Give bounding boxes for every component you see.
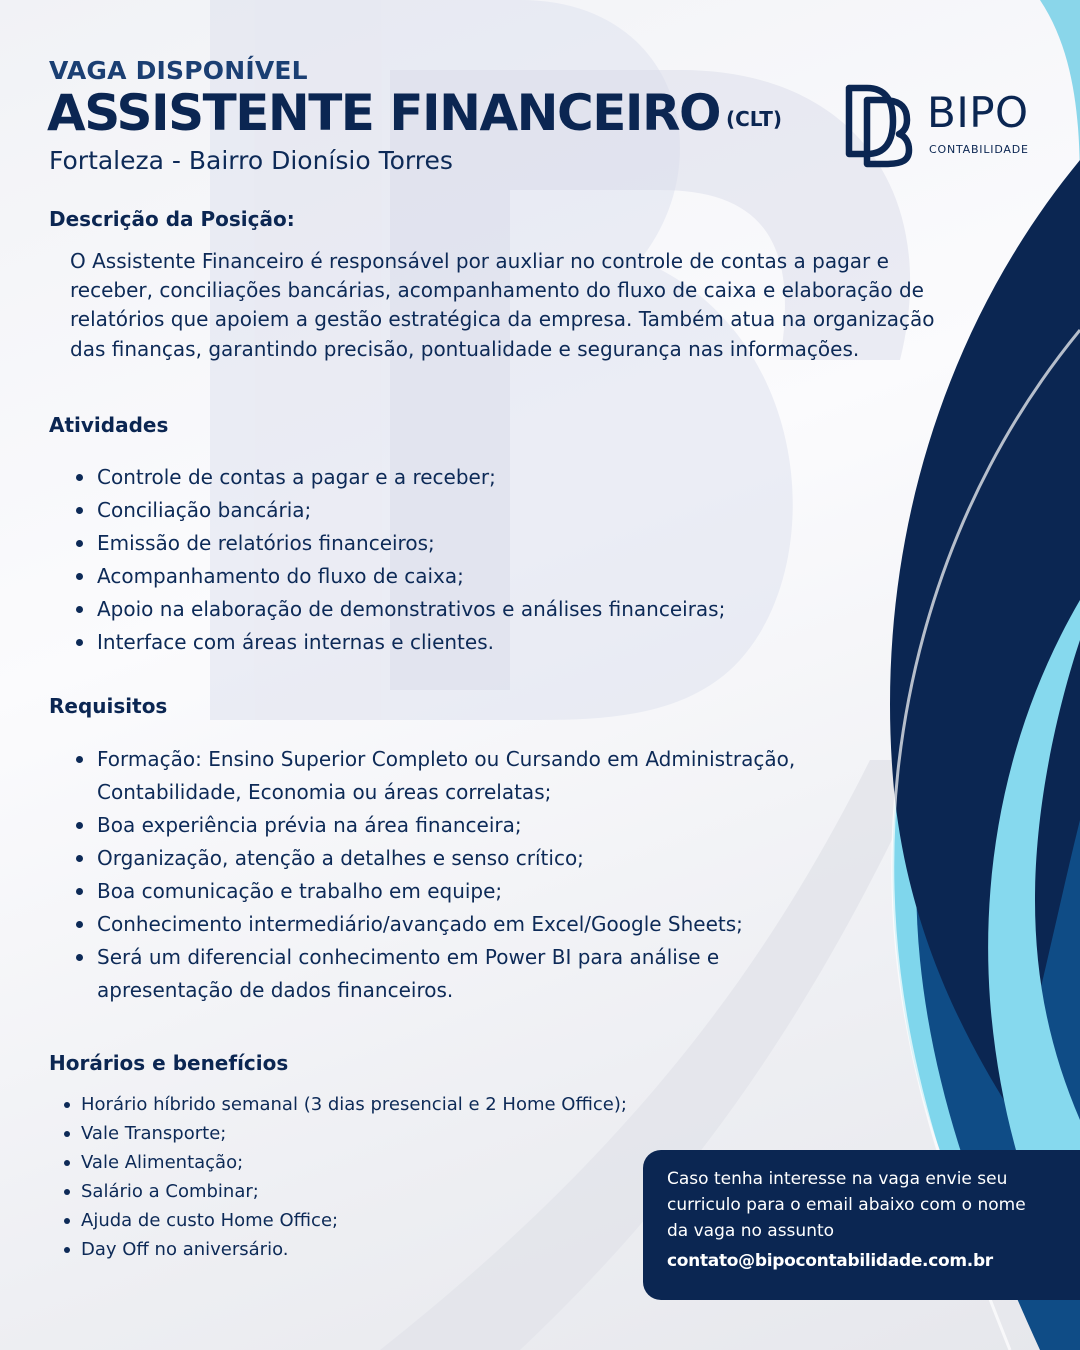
company-logo <box>845 84 1045 168</box>
list-item: Interface com áreas internas e clientes. <box>97 626 857 659</box>
list-item: Será um diferencial conhecimento em Power BI para análise e apresentação de dados financeiros. <box>97 941 857 1007</box>
description-text: O Assistente Financeiro é responsável por auxliar no controle de contas a pagar e receber, conciliações bancárias, acompanhamento do fluxo de caixa e elaboração de relatórios que apoiem a gestão estratégica da empresa. Também atua na organização das finanças, garantindo precisão, pontualidade e segurança nas informações. <box>70 249 935 361</box>
list-item: Boa experiência prévia na área financeira; <box>97 809 857 842</box>
contact-email[interactable]: contato@bipocontabilidade.com.br <box>667 1251 993 1271</box>
list-item: Conhecimento intermediário/avançado em Excel/Google Sheets; <box>97 908 857 941</box>
list-item: Formação: Ensino Superior Completo ou Cursando em Administração, Contabilidade, Economia ou áreas correlatas; <box>97 743 857 809</box>
job-title-text: ASSISTENTE FINANCEIRO <box>47 84 720 142</box>
list-item: Conciliação bancária; <box>97 494 857 527</box>
list-item: Acompanhamento do fluxo de caixa; <box>97 560 857 593</box>
list-item: Day Off no aniversário. <box>81 1235 681 1264</box>
job-location: Fortaleza - Bairro Dionísio Torres <box>49 146 453 175</box>
bipo-monogram-icon <box>845 84 913 168</box>
requirements-heading: Requisitos <box>49 694 168 718</box>
list-item: Apoio na elaboração de demonstrativos e análises financeiras; <box>97 593 857 626</box>
activities-heading: Atividades <box>49 413 169 437</box>
benefits-list <box>81 1090 681 1264</box>
list-item: Emissão de relatórios financeiros; <box>97 527 857 560</box>
job-title <box>47 84 782 142</box>
list-item: Vale Alimentação; <box>81 1148 681 1177</box>
activities-list <box>97 461 857 659</box>
contact-box <box>643 1150 1080 1300</box>
list-item: Vale Transporte; <box>81 1119 681 1148</box>
benefits-heading: Horários e benefícios <box>49 1051 289 1075</box>
list-item: Ajuda de custo Home Office; <box>81 1206 681 1235</box>
list-item: Boa comunicação e trabalho em equipe; <box>97 875 857 908</box>
logo-subtitle: CONTABILIDADE <box>929 143 1029 156</box>
list-item: Horário híbrido semanal (3 dias presencial e 2 Home Office); <box>81 1090 681 1119</box>
requirements-list <box>97 743 857 1007</box>
description-heading: Descrição da Posição: <box>49 207 295 231</box>
eyebrow-label: VAGA DISPONÍVEL <box>49 56 308 85</box>
logo-name: BIPO <box>927 88 1029 137</box>
list-item: Controle de contas a pagar e a receber; <box>97 461 857 494</box>
contract-type: (CLT) <box>725 107 783 131</box>
contact-instructions: Caso tenha interesse na vaga envie seu curriculo para o email abaixo com o nome da vaga no assunto <box>667 1169 1026 1241</box>
list-item: Organização, atenção a detalhes e senso crítico; <box>97 842 857 875</box>
list-item: Salário a Combinar; <box>81 1177 681 1206</box>
